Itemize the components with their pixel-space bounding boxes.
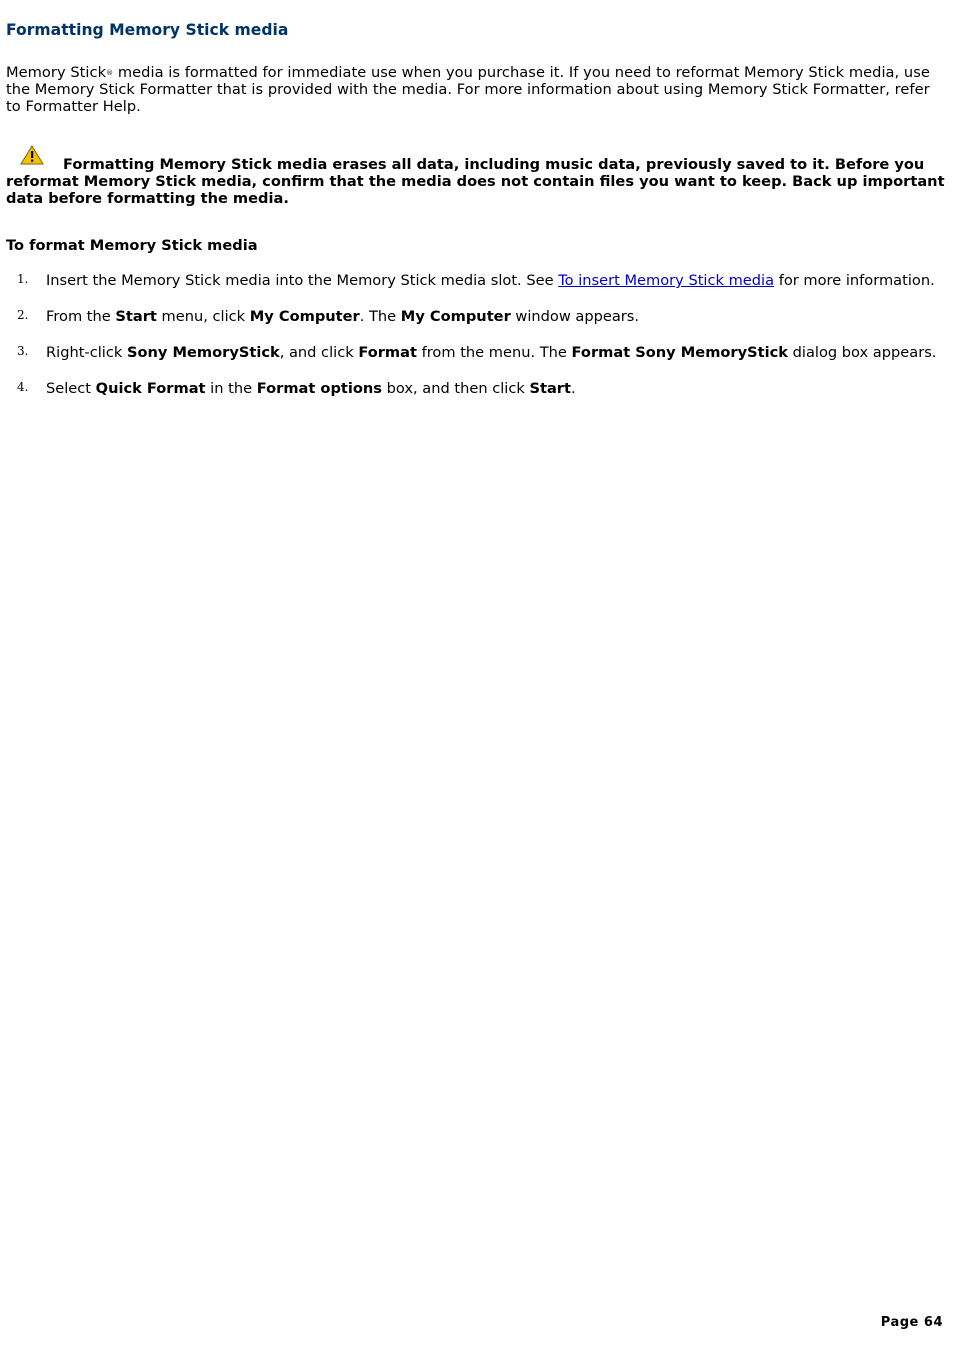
ui-term: Start <box>529 380 571 397</box>
step-text-part: for more information. <box>774 272 935 289</box>
warning-text: Formatting Memory Stick media erases all data, including music data, previously saved to it. Before you reformat Memory Stick media, confirm that the media does not contain files you want to keep. Back up important data before formatting the media. <box>6 156 945 207</box>
warning-note <box>6 151 948 207</box>
step-text-part: . <box>570 380 576 397</box>
step-number: 1. <box>17 272 29 286</box>
step-text <box>46 272 935 289</box>
registered-mark: ® <box>106 69 114 77</box>
insert-memory-stick-link[interactable]: To insert Memory Stick media <box>558 272 775 289</box>
procedure-heading: To format Memory Stick media <box>6 237 258 254</box>
step-text-part: menu, click <box>156 308 250 325</box>
step-text <box>46 344 936 361</box>
intro-text-rest: media is formatted for immediate use when you purchase it. If you need to reformat Memory Stick media, use the Memory Stick Formatter that is provided with the media. For more information about using Memory Stick Formatter, refer to Formatter Help. <box>6 64 930 115</box>
step-text-part: from the menu. The <box>416 344 572 361</box>
ui-term: Format <box>358 344 417 361</box>
ui-term: My Computer <box>249 308 360 325</box>
list-item <box>6 344 948 361</box>
step-text <box>46 308 639 325</box>
list-item <box>6 380 948 397</box>
step-number: 2. <box>17 308 29 322</box>
step-text-part: dialog box appears. <box>788 344 937 361</box>
intro-text-start: Memory Stick <box>6 64 107 81</box>
ui-term: Format Sony MemoryStick <box>571 344 788 361</box>
step-text-part: Select <box>46 380 96 397</box>
ui-term: My Computer <box>400 308 511 325</box>
ui-term: Format options <box>256 380 382 397</box>
intro-paragraph <box>6 64 948 115</box>
list-item <box>6 308 948 325</box>
step-text-part: window appears. <box>510 308 640 325</box>
step-text-part: Right-click <box>46 344 127 361</box>
list-item <box>6 272 948 289</box>
step-text <box>46 380 576 397</box>
steps-list <box>6 272 948 416</box>
step-text-part: , and click <box>279 344 359 361</box>
step-text-part: box, and then click <box>381 380 530 397</box>
step-text-part: Insert the Memory Stick media into the Memory Stick media slot. See <box>46 272 559 289</box>
step-number: 4. <box>17 380 29 394</box>
page-number: Page 64 <box>880 1315 943 1330</box>
step-text-part: . The <box>359 308 401 325</box>
ui-term: Start <box>115 308 157 325</box>
warning-triangle-icon <box>20 145 44 165</box>
step-text-part: in the <box>205 380 257 397</box>
ui-term: Sony MemoryStick <box>126 344 280 361</box>
ui-term: Quick Format <box>95 380 206 397</box>
step-number: 3. <box>17 344 29 358</box>
step-text-part: From the <box>46 308 116 325</box>
page-title: Formatting Memory Stick media <box>6 21 289 39</box>
